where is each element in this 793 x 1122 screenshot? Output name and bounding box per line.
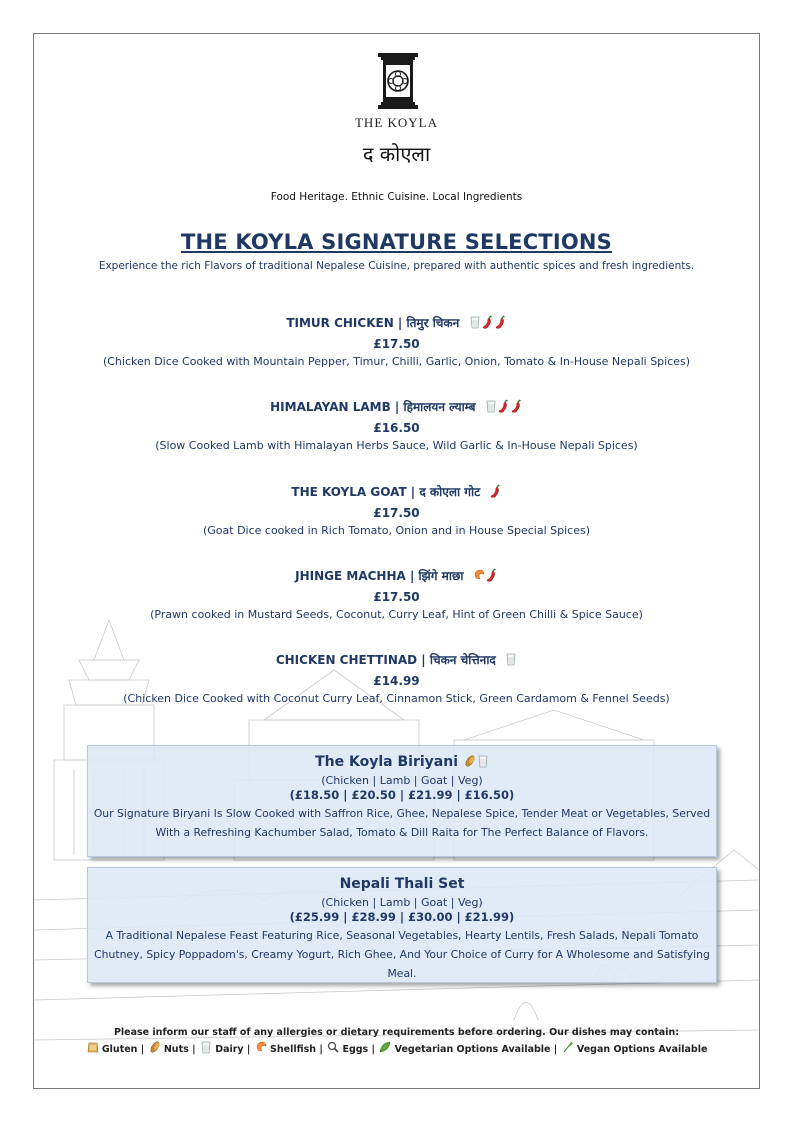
menu-item-title-row [33, 483, 760, 500]
menu-item-price: £14.99 [373, 674, 420, 688]
menu-item-name: HIMALAYAN LAMB | हिमालयन ल्याम्ब [270, 400, 476, 414]
allergen-legend: Gluten | Nuts | Dairy | Shellfish | Eggs | Vegetarian Options Available | Vegan Options Available [33, 1040, 760, 1057]
menu-item-title-row [33, 567, 760, 584]
special-box [87, 867, 717, 983]
vegetarian-icon [378, 1044, 391, 1055]
special-prices: (£25.99 | £28.99 | £30.00 | £21.99) [289, 910, 515, 924]
menu-item-price: £16.50 [373, 421, 420, 435]
gluten-icon [86, 1044, 99, 1055]
menu-item-name: TIMUR CHICKEN | तिमुर चिकन [286, 316, 460, 330]
allergen-label: Vegan Options Available [576, 1044, 708, 1055]
menu-item-name: JHINGE MACHHA | झिंगे माछा [295, 569, 464, 583]
special-title-row [88, 754, 716, 770]
menu-item-title-row [33, 398, 760, 415]
special-box [87, 745, 717, 857]
menu-item-description: (Chicken Dice Cooked with Coconut Curry Leaf, Cinnamon Stick, Green Cardamom & Fennel Seeds) [123, 692, 670, 705]
koyla-logo-icon [378, 53, 418, 109]
chilli-icon [497, 400, 510, 414]
nuts-icon [463, 754, 476, 770]
menu-item-title-row [33, 651, 760, 668]
allergen-label: Shellfish [270, 1044, 317, 1055]
vegan-icon [561, 1044, 574, 1055]
chilli-icon [494, 316, 507, 330]
chilli-icon [485, 569, 498, 583]
allergen-label: Vegetarian Options Available [394, 1044, 551, 1055]
dairy-icon [468, 316, 481, 330]
section-subtitle: Experience the rich Flavors of traditional Nepalese Cuisine, prepared with authentic spices and fresh ingredients. [98, 260, 695, 272]
shellfish-icon [472, 569, 485, 583]
menu-item-title-row [33, 314, 760, 331]
dairy-icon [484, 400, 497, 414]
tagline: Food Heritage. Ethnic Cuisine. Local Ingredients [270, 191, 523, 203]
dairy-icon [504, 653, 517, 667]
menu-item-description: (Prawn cooked in Mustard Seeds, Coconut, Curry Leaf, Hint of Green Chilli & Spice Sauce) [150, 608, 643, 621]
menu-item-price: £17.50 [373, 337, 420, 351]
menu-item-price: £17.50 [373, 590, 420, 604]
special-title: The Koyla Biriyani [315, 754, 458, 770]
menu-item-description: (Slow Cooked Lamb with Himalayan Herbs Sauce, Wild Garlic & In-House Nepali Spices) [155, 439, 638, 452]
special-variants: (Chicken | Lamb | Goat | Veg) [321, 896, 483, 909]
allergen-label: Nuts [163, 1044, 189, 1055]
section-title: THE KOYLA SIGNATURE SELECTIONS [180, 230, 612, 254]
allergen-label: Gluten [101, 1044, 138, 1055]
shellfish-icon [254, 1044, 267, 1055]
allergy-notice-text: Please inform our staff of any allergies or dietary requirements before ordering. Our dishes may contain: [113, 1027, 680, 1038]
menu-item [33, 398, 760, 452]
nuts-icon [148, 1044, 161, 1055]
special-description: A Traditional Nepalese Feast Featuring Rice, Seasonal Vegetables, Hearty Lentils, Fresh Salads, Nepali Tomato Chutney, Spicy Poppadom's, Creamy Yogurt, Rich Ghee, And Your Choice of Curry for A Wholesome and Satisfying Meal. [94, 929, 710, 980]
menu-item-price: £17.50 [373, 506, 420, 520]
menu-item [33, 314, 760, 368]
dairy-icon [199, 1044, 212, 1055]
brand-name: THE KOYLA [354, 115, 438, 130]
allergen-label: Eggs [342, 1044, 369, 1055]
menu-item [33, 483, 760, 537]
allergen-label: Dairy [215, 1044, 244, 1055]
menu-item-name: THE KOYLA GOAT | द कोएला गोट [291, 485, 481, 499]
special-description: Our Signature Biryani Is Slow Cooked with Saffron Rice, Ghee, Nepalese Spice, Tender Meat or Vegetables, Served With a Refreshing Kachumber Salad, Tomato & Dill Raita for The Perfect Balance of Flavors. [93, 807, 711, 839]
menu-item [33, 651, 760, 705]
special-title: Nepali Thali Set [339, 876, 465, 892]
menu-item-description: (Chicken Dice Cooked with Mountain Pepper, Timur, Chilli, Garlic, Onion, Tomato & In-House Nepali Spices) [102, 355, 691, 368]
dairy-icon [476, 754, 489, 770]
chilli-icon [481, 316, 494, 330]
special-variants: (Chicken | Lamb | Goat | Veg) [321, 774, 483, 787]
allergy-notice [33, 1025, 760, 1057]
menu-item [33, 567, 760, 621]
chilli-icon [489, 485, 502, 499]
brand-name-hindi: द कोएला [362, 142, 431, 166]
egg-icon [326, 1044, 339, 1055]
special-title-row [88, 876, 716, 892]
chilli-icon [510, 400, 523, 414]
menu-item-description: (Goat Dice cooked in Rich Tomato, Onion and in House Special Spices) [202, 524, 591, 537]
special-prices: (£18.50 | £20.50 | £21.99 | £16.50) [289, 788, 515, 802]
menu-item-name: CHICKEN CHETTINAD | चिकन चेत्तिनाद [275, 653, 496, 667]
